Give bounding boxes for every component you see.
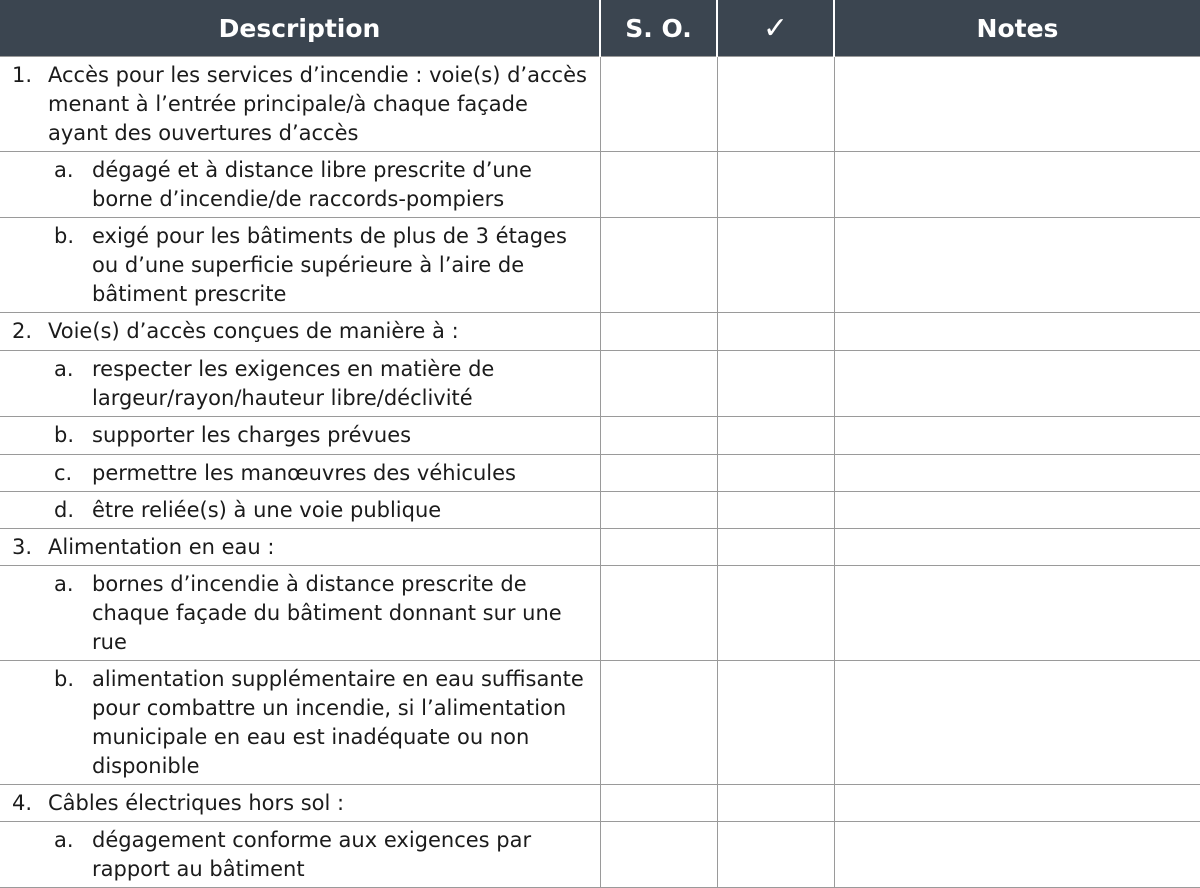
check-cell[interactable] bbox=[717, 566, 834, 661]
item-letter: a. bbox=[54, 828, 74, 852]
notes-cell[interactable] bbox=[834, 822, 1200, 888]
checkmark-icon: ✓ bbox=[762, 10, 789, 46]
so-header: S. O. bbox=[600, 0, 717, 57]
check-cell[interactable] bbox=[717, 661, 834, 785]
description-cell bbox=[0, 661, 600, 785]
item-text: supporter les charges prévues bbox=[92, 423, 412, 447]
so-cell[interactable] bbox=[600, 566, 717, 661]
item-letter: a. bbox=[54, 357, 74, 381]
table-row bbox=[0, 566, 1200, 661]
table-row bbox=[0, 351, 1200, 417]
item-number: 1. bbox=[12, 63, 33, 87]
item-text: respecter les exigences en matière de largeur/rayon/hauteur libre/déclivité bbox=[92, 357, 495, 410]
table-row bbox=[0, 57, 1200, 152]
item-text: être reliée(s) à une voie publique bbox=[92, 498, 442, 522]
check-cell[interactable] bbox=[717, 152, 834, 218]
so-cell[interactable] bbox=[600, 455, 717, 492]
item-text: Alimentation en eau : bbox=[48, 535, 275, 559]
check-cell[interactable] bbox=[717, 822, 834, 888]
check-cell[interactable] bbox=[717, 313, 834, 351]
notes-cell[interactable] bbox=[834, 529, 1200, 566]
description-cell bbox=[0, 313, 600, 351]
so-cell[interactable] bbox=[600, 822, 717, 888]
notes-cell[interactable] bbox=[834, 417, 1200, 455]
check-cell[interactable] bbox=[717, 218, 834, 313]
notes-cell[interactable] bbox=[834, 661, 1200, 785]
item-letter: b. bbox=[54, 667, 75, 691]
item-letter: b. bbox=[54, 423, 75, 447]
check-cell[interactable] bbox=[717, 529, 834, 566]
description-cell bbox=[0, 351, 600, 417]
table-row bbox=[0, 822, 1200, 888]
check-cell[interactable] bbox=[717, 785, 834, 822]
so-cell[interactable] bbox=[600, 492, 717, 529]
description-cell bbox=[0, 218, 600, 313]
table-row bbox=[0, 661, 1200, 785]
check-cell[interactable] bbox=[717, 417, 834, 455]
description-cell bbox=[0, 455, 600, 492]
so-cell[interactable] bbox=[600, 152, 717, 218]
table-row bbox=[0, 785, 1200, 822]
item-letter: b. bbox=[54, 224, 75, 248]
item-text: Câbles électriques hors sol : bbox=[48, 791, 345, 815]
item-letter: c. bbox=[54, 461, 73, 485]
description-header: Description bbox=[0, 0, 600, 57]
so-cell[interactable] bbox=[600, 57, 717, 152]
table-row bbox=[0, 529, 1200, 566]
so-cell[interactable] bbox=[600, 351, 717, 417]
item-number: 4. bbox=[12, 791, 33, 815]
so-cell[interactable] bbox=[600, 218, 717, 313]
so-cell[interactable] bbox=[600, 785, 717, 822]
so-cell[interactable] bbox=[600, 313, 717, 351]
description-cell bbox=[0, 566, 600, 661]
so-cell[interactable] bbox=[600, 661, 717, 785]
so-cell[interactable] bbox=[600, 529, 717, 566]
item-text: bornes d’incendie à distance prescrite de chaque façade du bâtiment donnant sur une rue bbox=[92, 572, 562, 654]
table-row bbox=[0, 417, 1200, 455]
table-row bbox=[0, 455, 1200, 492]
description-cell bbox=[0, 417, 600, 455]
check-cell[interactable] bbox=[717, 455, 834, 492]
item-text: Voie(s) d’accès conçues de manière à : bbox=[48, 319, 459, 343]
header-row bbox=[0, 0, 1200, 57]
check-cell[interactable] bbox=[717, 57, 834, 152]
item-number: 3. bbox=[12, 535, 33, 559]
item-text: dégagement conforme aux exigences par rapport au bâtiment bbox=[92, 828, 532, 881]
so-cell[interactable] bbox=[600, 417, 717, 455]
table-row bbox=[0, 218, 1200, 313]
notes-cell[interactable] bbox=[834, 455, 1200, 492]
description-cell bbox=[0, 785, 600, 822]
item-letter: a. bbox=[54, 158, 74, 182]
table-row bbox=[0, 313, 1200, 351]
item-letter: a. bbox=[54, 572, 74, 596]
notes-header: Notes bbox=[834, 0, 1200, 57]
notes-cell[interactable] bbox=[834, 313, 1200, 351]
notes-cell[interactable] bbox=[834, 785, 1200, 822]
notes-cell[interactable] bbox=[834, 492, 1200, 529]
description-cell bbox=[0, 152, 600, 218]
item-text: alimentation supplémentaire en eau suffisante pour combattre un incendie, si l’alimentation municipale en eau est inadéquate ou non disponible bbox=[92, 667, 584, 778]
description-cell bbox=[0, 529, 600, 566]
description-cell bbox=[0, 492, 600, 529]
item-text: dégagé et à distance libre prescrite d’une borne d’incendie/de raccords-pompiers bbox=[92, 158, 532, 211]
item-text: exigé pour les bâtiments de plus de 3 étages ou d’une superficie supérieure à l’aire de bâtiment prescrite bbox=[92, 224, 567, 306]
check-cell[interactable] bbox=[717, 492, 834, 529]
notes-cell[interactable] bbox=[834, 152, 1200, 218]
item-letter: d. bbox=[54, 498, 75, 522]
check-cell[interactable] bbox=[717, 351, 834, 417]
notes-cell[interactable] bbox=[834, 218, 1200, 313]
description-cell bbox=[0, 57, 600, 152]
description-cell bbox=[0, 822, 600, 888]
item-text: permettre les manœuvres des véhicules bbox=[92, 461, 516, 485]
item-text: Accès pour les services d’incendie : voie(s) d’accès menant à l’entrée principale/à chaque façade ayant des ouvertures d’accès bbox=[48, 63, 587, 145]
check-header bbox=[717, 0, 834, 57]
notes-cell[interactable] bbox=[834, 57, 1200, 152]
table-row bbox=[0, 152, 1200, 218]
notes-cell[interactable] bbox=[834, 351, 1200, 417]
item-number: 2. bbox=[12, 319, 33, 343]
table-row bbox=[0, 492, 1200, 529]
notes-cell[interactable] bbox=[834, 566, 1200, 661]
